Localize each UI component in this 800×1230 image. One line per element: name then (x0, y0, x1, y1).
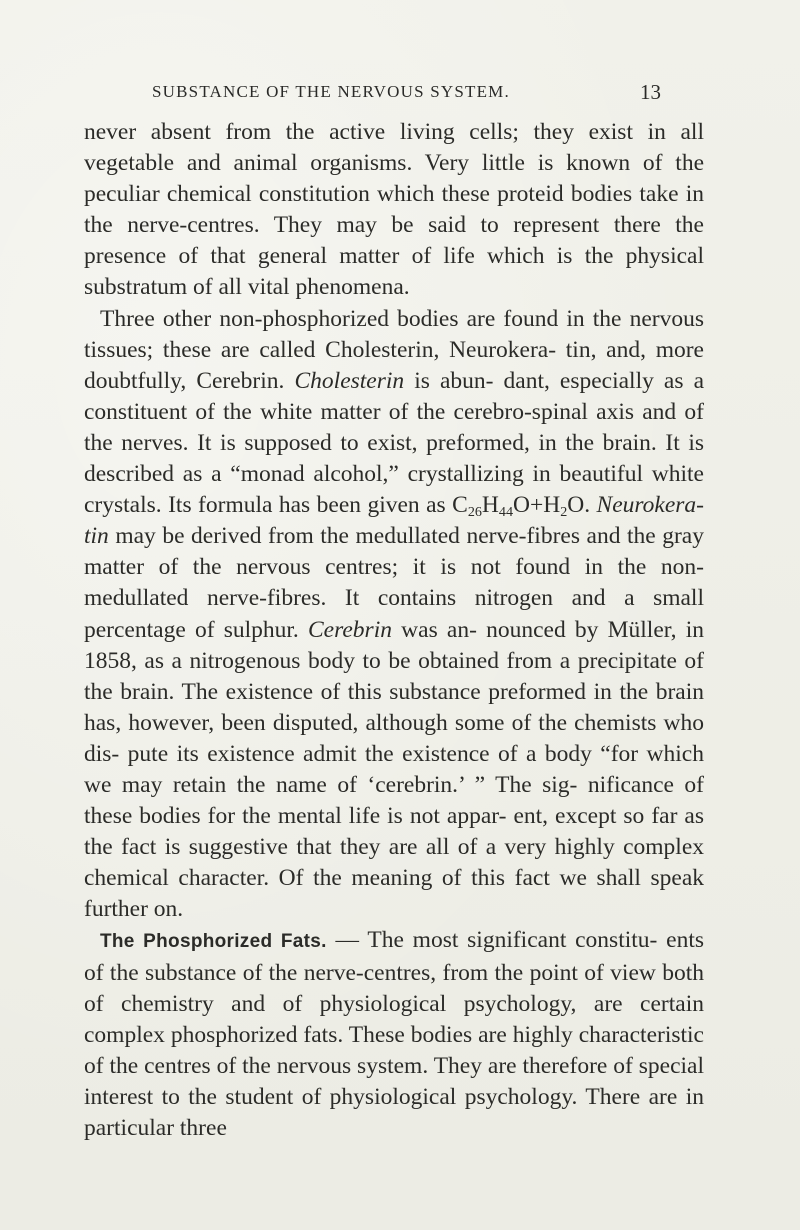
page-number: 13 (640, 80, 661, 104)
term-cerebrin: Cerebrin (308, 616, 392, 643)
paragraph-2-text-d: was an- nounced by Müller, in 1858, as a nitrogenous body to be obtained from a precipitate of the brain. The existence of this substance preformed in the brain has, however, been disputed, although some of the chemists who dis- pute its existence admit the existence of a body “for which we may retain the name of ‘cerebrin.’ ” The sig- nificance of these bodies for the mental life is not appar- ent, except so far as the fact is suggestive that they are all of a very highly complex chemical character. Of the meaning of this fact we shall speak further on. (84, 616, 704, 923)
paragraph-1: never absent from the active living cells; they exist in all vegetable and animal organisms. Very little is known of the peculiar chemical constitution which these proteid bodies take in the nerve-centres. They may be said to represent there the presence of that general matter of life which is the physical substratum of all vital phenomena. (84, 119, 704, 301)
chemical-formula: $C_{26}H_{44}O+H_2O$. (452, 492, 591, 521)
paragraph-2-text-a: Three other non-phosphorized bodies are found in the nervous tissues; these are called Cholesterin, Neurokera- tin, and, more doubtfully, Cerebrin. (84, 305, 704, 394)
term-cholesterin: Cholesterin (294, 367, 405, 394)
paragraph-3-text: — The most significant constitu- ents of the substance of the nerve-centres, from the point of view both of chemistry and of physiological psychology, are certain complex phosphorized fats. These bodies are highly characteristic of the centres of the nervous system. They are therefore of special interest to the student of physiological psychology. There are in particular three (84, 927, 704, 1141)
term-neurokeratin: Neurokera- tin (84, 492, 705, 550)
paragraph-2 (84, 304, 704, 926)
paragraph-3 (84, 925, 704, 1144)
paragraph-2-text-c: may be derived from the medullated nerve-fibres and the gray matter of the nervous centres; it is not found in the non-medullated nerve-fibres. It contains nitrogen and a small percentage of sulphur. (84, 523, 704, 643)
running-title: SUBSTANCE OF THE NERVOUS SYSTEM. (152, 82, 510, 101)
section-heading: The Phosphorized Fats. (100, 931, 327, 953)
paragraph-2-text-b: is abun- dant, especially as a constituent of the white matter of the cerebro-spinal axis and of the nerves. It is supposed to exist, preformed, in the brain. It is described as a “monad alcohol,” crystallizing in beautiful white crystals. Its formula has been given as (84, 367, 704, 519)
body-text (84, 117, 704, 1144)
